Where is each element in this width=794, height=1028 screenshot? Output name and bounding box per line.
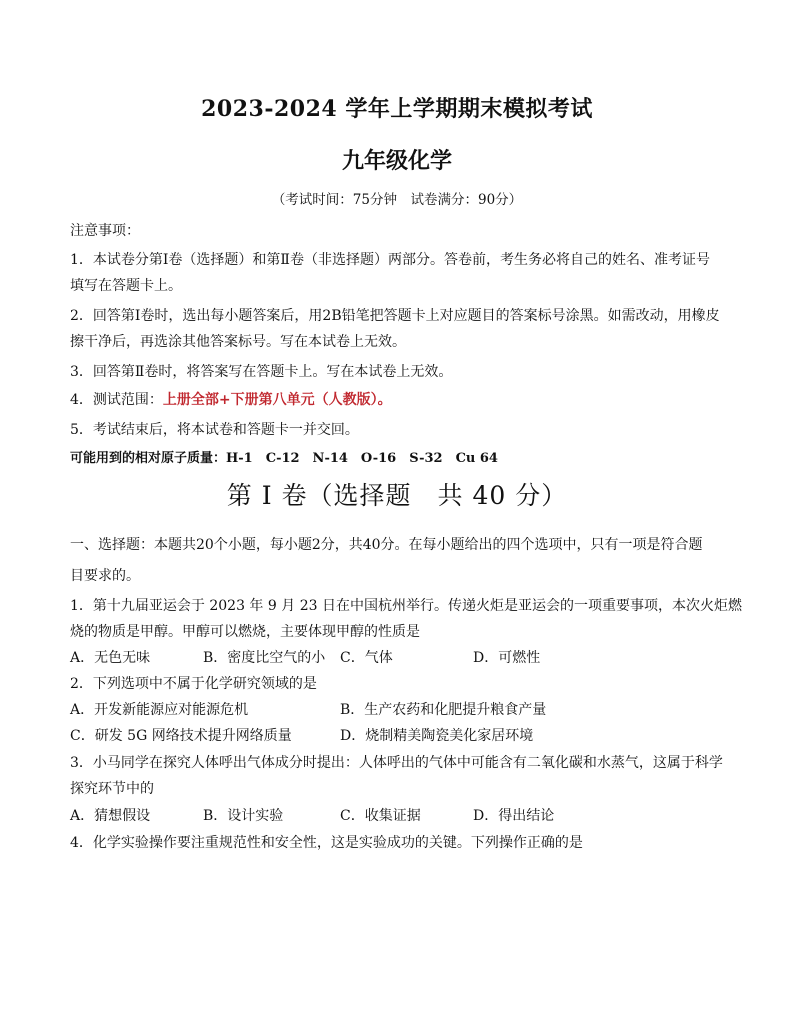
note-2-line-2: 擦干净后，再选涂其他答案标号。写在本试卷上无效。 [70,334,406,350]
part1-intro-line-1: 一、选择题：本题共20个小题，每小题2分，共40分。在每小题给出的四个选项中，只有一项是符合题 [70,537,703,553]
note-1-line-2: 填写在答题卡上。 [70,278,182,294]
question-1-option-c: C．气体 [340,650,393,666]
question-3-stem-line-2: 探究环节中的 [70,781,154,797]
question-2-option-c: C．研发 5G 网络技术提升网络质量 [70,728,292,744]
question-3-stem-line-1: 3．小马同学在探究人体呼出气体成分时提出：人体呼出的气体中可能含有二氧化碳和水蒸气，这属于科学 [70,755,723,771]
question-3-option-c: C．收集证据 [340,808,421,824]
question-3-option-a: A．猜想假设 [70,808,151,824]
question-2-option-d: D．烧制精美陶瓷美化家居环境 [340,728,534,744]
exam-subject: 九年级化学 [341,148,452,174]
note-4 [70,389,392,409]
exam-info: （考试时间：75分钟 试卷满分：90分） [271,192,523,208]
question-1-option-b: B．密度比空气的小 [203,650,326,666]
question-1-option-d: D．可燃性 [473,650,541,666]
note-5: 5．考试结束后，将本试卷和答题卡一并交回。 [70,422,359,438]
note-3: 3．回答第Ⅱ卷时，将答案写在答题卡上。写在本试卷上无效。 [70,364,453,380]
question-2-stem: 2．下列选项中不属于化学研究领域的是 [70,676,317,692]
part1-intro-line-2: 目要求的。 [70,568,140,584]
question-4-stem: 4．化学实验操作要注重规范性和安全性，这是实验成功的关键。下列操作正确的是 [70,835,583,851]
note-4-prefix: 4．测试范围： [70,392,163,408]
test-range: 上册全部+下册第八单元（人教版）。 [162,392,392,408]
question-1-option-a: A．无色无味 [70,650,151,666]
question-1-stem-line-1: 1．第十九届亚运会于 2023 年 9 月 23 日在中国杭州举行。传递火炬是亚运会的一项重要事项，本次火炬燃 [70,598,742,614]
exam-title: 2023-2024 学年上学期期末模拟考试 [201,96,593,122]
question-3-option-b: B．设计实验 [203,808,284,824]
question-2-option-a: A．开发新能源应对能源危机 [70,702,249,718]
question-2-option-b: B．生产农药和化肥提升粮食产量 [340,702,547,718]
question-3-option-d: D．得出结论 [473,808,555,824]
notes-heading: 注意事项： [70,223,140,239]
atomic-masses: 可能用到的相对原子质量：H-1 C-12 N-14 O-16 S-32 Cu 64 [70,451,498,466]
note-2-line-1: 2．回答第Ⅰ卷时，选出每小题答案后，用2B铅笔把答题卡上对应题目的答案标号涂黑。如需改动，用橡皮 [70,308,720,324]
note-1-line-1: 1．本试卷分第Ⅰ卷（选择题）和第Ⅱ卷（非选择题）两部分。答卷前，考生务必将自己的姓名、准考证号 [70,252,710,268]
section-title: 第 I 卷（选择题 共 40 分） [226,481,568,510]
question-1-stem-line-2: 烧的物质是甲醇。甲醇可以燃烧，主要体现甲醇的性质是 [70,624,420,640]
